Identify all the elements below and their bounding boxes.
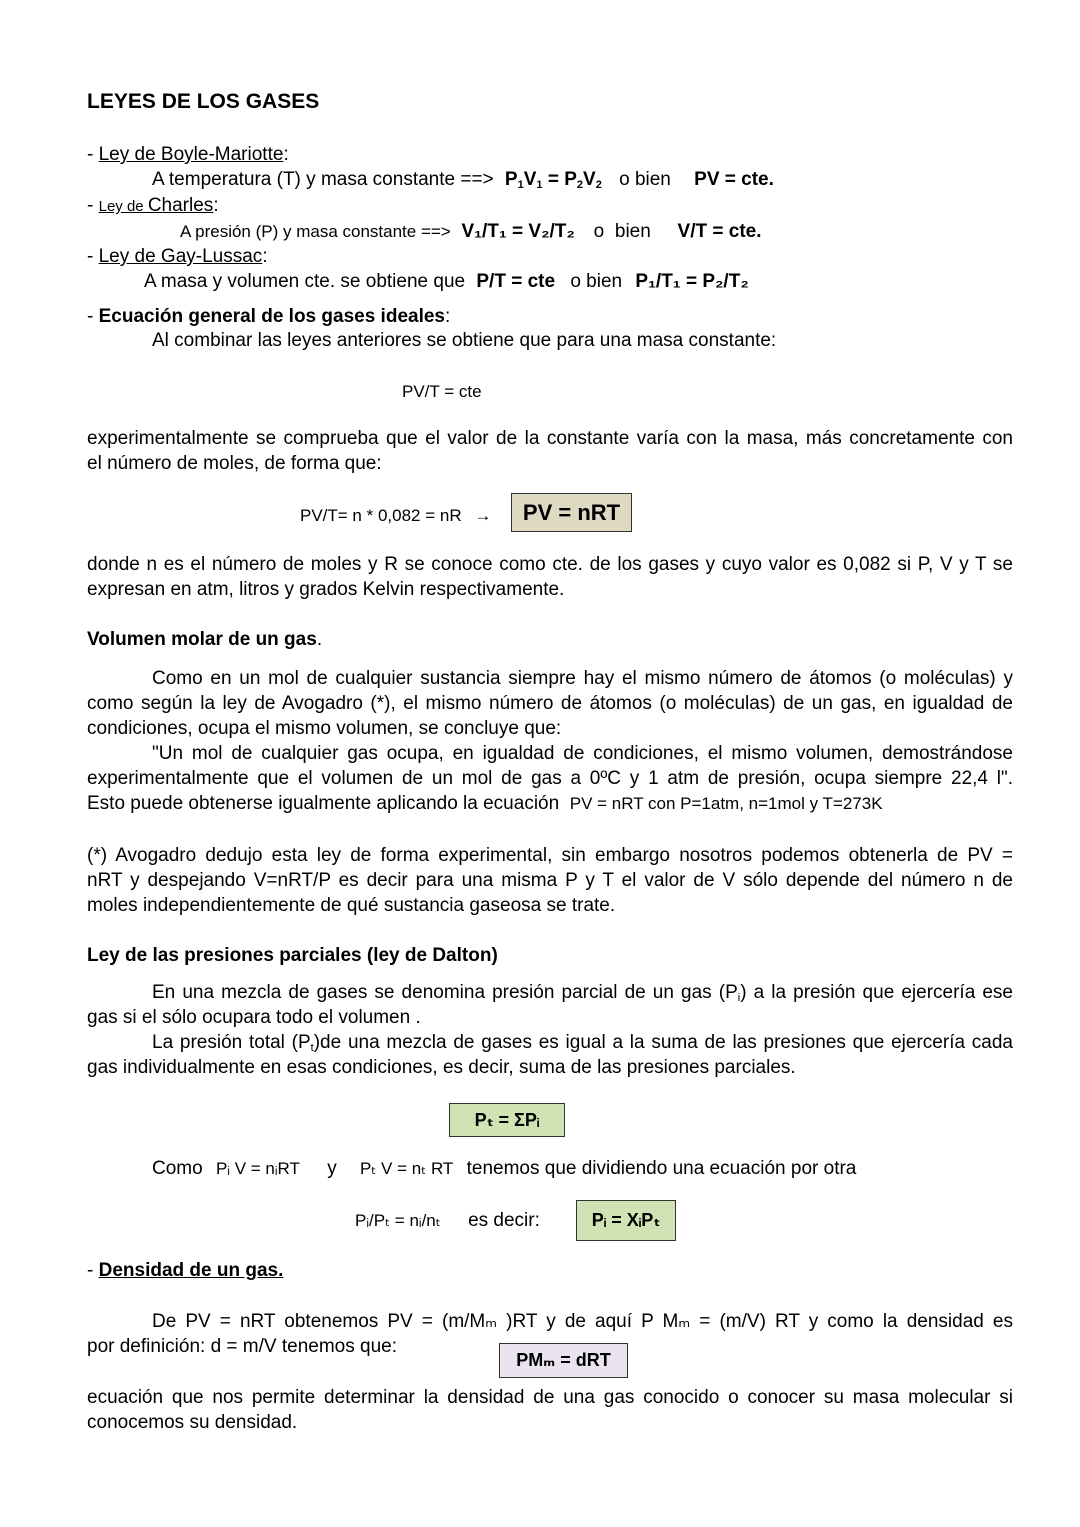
charles-heading xyxy=(87,194,219,219)
gay-equation-2: P₁/T₁ = P₂/T₂ xyxy=(635,271,749,292)
text-line: donde n es el número de moles y R se conoce como cte. de los gases y cuyo valor es 0,082 si P, V y T se xyxy=(87,554,1013,575)
colon: : xyxy=(283,144,289,165)
text-line: "Un mol de cualquier gas ocupa, en igualdad de condiciones, el mismo volumen, demostrándose xyxy=(152,743,1013,764)
eq-sub: 2 xyxy=(576,179,583,191)
charles-statement xyxy=(180,220,762,244)
molar-title: Volumen molar de un gas xyxy=(87,629,317,650)
charles-law-name xyxy=(99,195,214,216)
boyle-equation xyxy=(505,169,602,190)
text-part: Como xyxy=(152,1158,203,1179)
dot: . xyxy=(316,629,323,650)
eq-sub: 1 xyxy=(536,179,543,191)
box-text: PMₘ = dRT xyxy=(516,1350,611,1370)
dash: - xyxy=(87,1260,99,1281)
boyle-heading xyxy=(87,143,289,167)
text-line: experimentalmente se comprueba que el valor de la constante varía con la masa, más concretamente con xyxy=(87,428,1013,449)
general-equation-2 xyxy=(300,504,491,528)
gay-equation: P/T = cte xyxy=(476,271,556,292)
text-line xyxy=(87,1030,1013,1055)
text-part: PV = nRT con P=1atm, n=1mol y T=273K xyxy=(569,794,883,813)
colon: : xyxy=(213,195,219,216)
text-line: expresan en atm, litros y grados Kelvin respectivamente. xyxy=(87,579,565,600)
text-line: por definición: d = m/V tenemos que: xyxy=(87,1336,397,1357)
pmm-drt-box xyxy=(499,1343,628,1378)
text-line xyxy=(87,791,1013,816)
dalton-ratio-line xyxy=(355,1209,540,1233)
box-text: PV = nRT xyxy=(522,499,621,525)
charles-text: A presión (P) y masa constante ==> xyxy=(180,222,451,241)
arrow-icon: → xyxy=(474,506,492,525)
page-title: LEYES DE LOS GASES xyxy=(87,90,320,113)
text-line: gas si el sólo ocupara todo el volumen . xyxy=(87,1007,421,1028)
molar-paragraph xyxy=(87,666,1013,816)
dash: - xyxy=(87,306,99,327)
general-heading xyxy=(87,305,450,329)
text-line xyxy=(87,980,1013,1005)
text-line: ecuación que nos permite determinar la densidad de una gas conocido o conocer su masa molecular si xyxy=(87,1387,1013,1408)
pi-xi-box xyxy=(576,1200,676,1241)
boyle-equation-2: PV = cte. xyxy=(694,169,774,190)
densidad-title: Densidad de un gas. xyxy=(98,1260,284,1281)
molar-heading xyxy=(87,628,322,652)
text-line: moles independientemente de qué sustancia gaseosa se trate. xyxy=(87,895,616,916)
o-bien: o bien xyxy=(570,271,623,292)
eq-sub: 2 xyxy=(595,179,602,191)
boyle-statement xyxy=(152,168,774,192)
eq-part: P xyxy=(504,169,518,190)
text-part: En una mezcla de gases se denomina presión parcial de un gas (P xyxy=(152,982,738,1003)
gay-text: A masa y volumen cte. se obtiene que xyxy=(144,271,466,292)
text-line: condiciones, ocupa el mismo volumen, se concluye que: xyxy=(87,718,562,739)
general-equation: PV/T = cte xyxy=(402,382,482,401)
text-part: Esto puede obtenerse igualmente aplicando la ecuación xyxy=(87,793,560,814)
avogadro-note xyxy=(87,843,1013,918)
dalton-title: Ley de las presiones parciales (ley de Dalton) xyxy=(87,945,498,966)
text-part: )de una mezcla de gases es igual a la suma de las presiones que ejercería cada xyxy=(313,1032,1013,1053)
text-line: gas individualmente en esas condiciones, es decir, suma de las presiones parciales. xyxy=(87,1057,796,1078)
gay-law-name: Ley de Gay-Lussac xyxy=(98,246,263,267)
eq-pt: Pₜ V = nₜ RT xyxy=(359,1159,454,1178)
sub: t xyxy=(310,1042,314,1054)
text-line: experimentalmente que el volumen de un mol de gas a 0ºC y 1 atm de presión, ocupa siempre 22,4 l". xyxy=(87,768,1013,789)
text-line: De PV = nRT obtenemos PV = (m/Mₘ )RT y de aquí P Mₘ = (m/V) RT y como la densidad es xyxy=(152,1311,1013,1332)
ratio: Pᵢ/Pₜ = nᵢ/nₜ xyxy=(355,1211,441,1230)
pv-nrt-box xyxy=(511,493,632,532)
boyle-text: A temperatura (T) y masa constante ==> xyxy=(152,169,494,190)
text-line: conocemos su densidad. xyxy=(87,1412,298,1433)
dash: - xyxy=(87,195,99,216)
text-line: como según la ley de Avogadro (*), el mismo número de átomos (o moléculas) de un gas, en igualdad de xyxy=(87,693,1013,714)
o-bien: o bien xyxy=(619,169,671,190)
text-part: La presión total (P xyxy=(152,1032,311,1053)
dash: - xyxy=(87,144,99,165)
pt-sum-box xyxy=(449,1103,565,1137)
densidad-closing xyxy=(87,1385,1013,1435)
gay-heading xyxy=(87,245,268,269)
text-line: el número de moles, de forma que: xyxy=(87,453,382,474)
densidad-heading xyxy=(87,1259,283,1283)
dash: - xyxy=(87,246,99,267)
colon: : xyxy=(262,246,268,267)
text-line: nRT y despejando V=nRT/P es decir para una misma P y T el valor de V sólo depende del número n de xyxy=(87,870,1013,891)
box-text: Pₜ = ΣPᵢ xyxy=(474,1109,540,1130)
eq-sub: 1 xyxy=(517,179,524,191)
ley-de: Ley de xyxy=(98,198,148,215)
sub: i xyxy=(737,992,741,1004)
box-text: Pᵢ = XᵢPₜ xyxy=(591,1210,661,1230)
bien: bien xyxy=(614,221,651,242)
text-part: tenemos que dividiendo una ecuación por otra xyxy=(466,1158,857,1179)
text-part: ) a la presión que ejercería ese xyxy=(740,982,1013,1003)
general-law-name: Ecuación general de los gases ideales xyxy=(98,306,445,327)
dalton-heading xyxy=(87,944,498,968)
eq-text: PV/T= n * 0,082 = nR xyxy=(300,506,462,525)
boyle-law-name: Ley de Boyle-Mariotte xyxy=(98,144,284,165)
colon: : xyxy=(445,306,451,327)
general-paragraph-2 xyxy=(87,552,1013,602)
charles-equation: V₁/T₁ = V₂/T₂ xyxy=(461,221,575,242)
eq-part: = P xyxy=(542,169,577,190)
dalton-como-line xyxy=(152,1157,856,1181)
charles-equation-2: V/T = cte. xyxy=(677,221,762,242)
general-intro: Al combinar las leyes anteriores se obtiene que para una masa constante: xyxy=(152,330,777,351)
gay-statement xyxy=(144,270,749,294)
eq-pi: Pᵢ V = nᵢRT xyxy=(215,1159,300,1178)
dalton-paragraph xyxy=(87,980,1013,1080)
y: y xyxy=(327,1158,337,1179)
eq-part: V xyxy=(583,169,596,190)
charles-name: Charles xyxy=(147,195,214,216)
o: o xyxy=(593,221,605,242)
eq-part: V xyxy=(523,169,537,190)
text-line: Como en un mol de cualquier sustancia siempre hay el mismo número de átomos (o moléculas) y xyxy=(152,668,1013,689)
text-line: (*) Avogadro dedujo esta ley de forma experimental, sin embargo nosotros podemos obtenerla de PV = xyxy=(87,845,1013,866)
es-decir: es decir: xyxy=(468,1210,540,1231)
general-paragraph-1 xyxy=(87,426,1013,476)
